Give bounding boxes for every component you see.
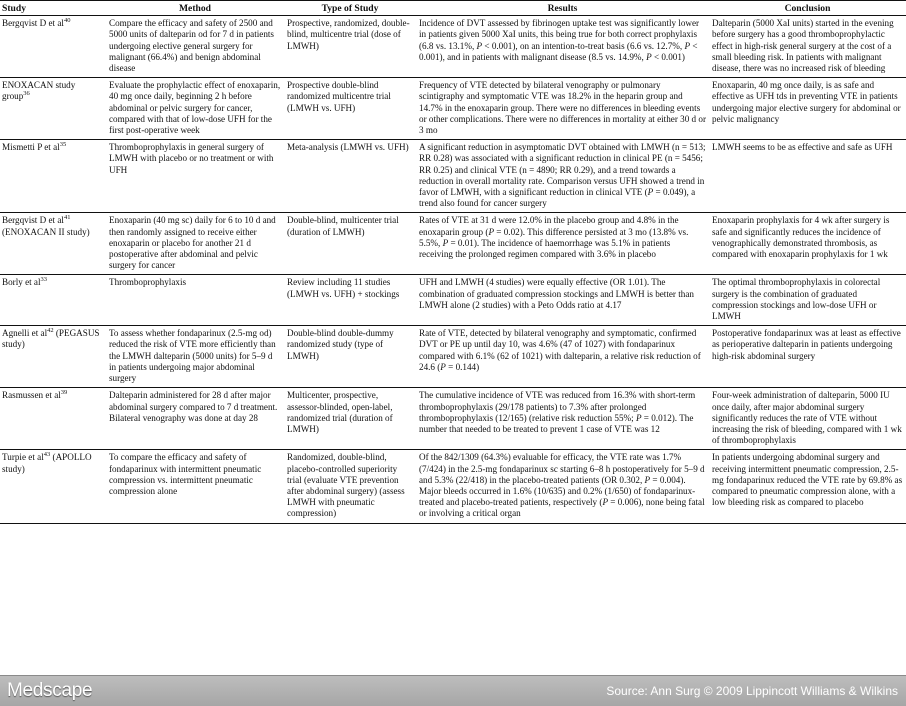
study-cell — [0, 78, 106, 140]
study-name: Rasmussen et al — [2, 390, 61, 401]
study-cell — [0, 450, 106, 523]
type-cell: Prospective, randomized, double-blind, multicentre trial (dose of LMWH) — [284, 16, 416, 78]
conclusion-cell: Enoxaparin prophylaxis for 4 wk after surgery is safe and significantly reduces the incidence of venographically demonstrated thrombosis, as compared with enoxaparin prophylaxis for 1 wk — [709, 213, 906, 275]
study-reference: 43 — [43, 451, 51, 459]
results-cell: Rates of VTE at 31 d were 12.0% in the placebo group and 4.8% in the enoxaparin group (P = 0.02). This difference persisted at 3 mo (13.8% vs. 5.5%, P = 0.01). The incidence of haemorrhage was 5.1% in patients receiving the prolonged regimen compared with 3.6% in placebo — [416, 213, 709, 275]
method-cell: To assess whether fondaparinux (2.5-mg od) reduced the risk of VTE more efficiently than the LMWH dalteparin (5000 units) for 5–9 d in patients undergoing major abdominal surgery — [106, 326, 284, 388]
conclusion-cell: Enoxaparin, 40 mg once daily, is as safe and effective as UFH tds in preventing VTE in patients undergoing major elective surgery for abdominal or pelvic malignancy — [709, 78, 906, 140]
study-cell — [0, 326, 106, 388]
method-cell: Compare the efficacy and safety of 2500 and 5000 units of dalteparin od for 7 d in patients undergoing elective general surgery for malignant (66.4%) and benign abdominal disease — [106, 16, 284, 78]
header-study: Study — [0, 1, 106, 16]
table-row — [0, 388, 906, 450]
header-method: Method — [106, 1, 284, 16]
study-cell — [0, 140, 106, 213]
table-row — [0, 450, 906, 523]
table-row — [0, 213, 906, 275]
study-name: Borly et al — [2, 277, 41, 288]
medscape-logo[interactable]: Medscape — [7, 680, 93, 701]
conclusion-cell: In patients undergoing abdominal surgery and receiving intermittent pneumatic compression, 2.5-mg fondaparinux reduced the VTE rate by 69.8% as compared to pneumatic compression alone, with a low bleeding risk as compared to placebo — [709, 450, 906, 523]
study-name: Bergqvist D et al — [2, 215, 64, 226]
results-cell: Incidence of DVT assessed by fibrinogen uptake test was significantly lower in patients given 5000 XaI units, this being true for both correct prophylaxis (6.8 vs. 13.1%, P < 0.001), on an intention-to-treat basis (6.6 vs. 12.7%, P < 0.001), and in patients with malignant disease (8.5 vs. 14.9%, P < 0.001) — [416, 16, 709, 78]
method-cell: Enoxaparin (40 mg sc) daily for 6 to 10 d and then randomly assigned to receive either enoxaparin or placebo for another 21 d postoperative after abdominal and pelvic surgery for cancer — [106, 213, 284, 275]
results-cell: UFH and LMWH (4 studies) were equally effective (OR 1.01). The combination of graduated compression stockings and LMWH is better than LMWH alone (2 studies) with a Peto Odds ratio at 4.17 — [416, 275, 709, 326]
results-cell: A significant reduction in asymptomatic DVT obtained with LMWH (n = 513; RR 0.28) was associated with a significant reduction in clinical PE (n = 5456; RR 0.25) and clinical VTE (n = 4890; RR 0.29), and a trend towards a reduction in overall mortality rate. Comparison versus UFH showed a trend in favor of LMWH, with a significant reduction in clinical VTE (P = 0.049), a trend also found for cancer surgery — [416, 140, 709, 213]
study-reference: 41 — [63, 214, 71, 222]
results-cell: Rate of VTE, detected by bilateral venography and symptomatic, confirmed DVT or PE up until day 10, was 4.6% (47 of 1027) with fondaparinux compared with 6.1% (62 of 1021) with dalteparin, a relative risk reduction of 24.6 (P = 0.144) — [416, 326, 709, 388]
study-cell — [0, 16, 106, 78]
type-cell: Meta-analysis (LMWH vs. UFH) — [284, 140, 416, 213]
study-alias: (PEGASUS study) — [2, 328, 100, 350]
conclusion-cell: Postoperative fondaparinux was at least as effective as perioperative dalteparin in patients undergoing high-risk abdominal surgery — [709, 326, 906, 388]
study-reference: 36 — [23, 90, 30, 98]
header-type: Type of Study — [284, 1, 416, 16]
conclusion-cell: Dalteparin (5000 XaI units) started in the evening before surgery has a good thromboprophylactic effect in high-risk general surgery at the cost of a small bleeding risk. In patients with malignant disease, there was no increased risk of bleeding — [709, 16, 906, 78]
study-reference: 33 — [40, 276, 48, 284]
study-name: Mismetti P et al — [2, 142, 60, 153]
method-cell: Evaluate the prophylactic effect of enoxaparin, 40 mg once daily, beginning 2 h before abdominal or pelvic surgery for cancer, compared with that of low-dose UFH for the first post-operative week — [106, 78, 284, 140]
results-cell: The cumulative incidence of VTE was reduced from 16.3% with short-term thromboprophylaxis (29/178 patients) to 7.3% after prolonged thromboprophylaxis (12/165) (relative risk reduction 55%; P = 0.012). The number that needed to be treated to prevent 1 case of VTE was 12 — [416, 388, 709, 450]
study-reference: 39 — [60, 389, 68, 397]
study-alias: (APOLLO study) — [2, 452, 92, 474]
type-cell: Randomized, double-blind, placebo-controlled superiority trial (evaluate VTE prevention after abdominal surgery) (assess LMWH with pneumatic compression) — [284, 450, 416, 523]
study-alias: (ENOXACAN II study) — [2, 226, 90, 237]
header-results: Results — [416, 1, 709, 16]
study-cell — [0, 388, 106, 450]
table-row — [0, 140, 906, 213]
results-cell: Frequency of VTE detected by bilateral venography or pulmonary scintigraphy and symptomatic VTE was 18.2% in the heparin group and 14.7% in the enoxaparin group. There were no differences in bleeding events or other complications. There were no differences in mortality at either 30 d or 3 mo — [416, 78, 709, 140]
type-cell: Prospective double-blind randomized multicentre trial (LMWH vs. UFH) — [284, 78, 416, 140]
study-name: Agnelli et al — [2, 328, 48, 339]
type-cell: Review including 11 studies (LMWH vs. UFH) + stockings — [284, 275, 416, 326]
type-cell: Multicenter, prospective, assessor-blinded, open-label, randomized trial (duration of LMWH) — [284, 388, 416, 450]
study-name: ENOXACAN study group — [2, 80, 76, 102]
footer-bar — [0, 675, 906, 706]
conclusion-cell: Four-week administration of dalteparin, 5000 IU once daily, after major abdominal surgery significantly reduces the rate of VTE without increasing the risk of bleeding, compared with 1 wk of thromboprophylaxis — [709, 388, 906, 450]
study-name: Bergqvist D et al — [2, 18, 64, 29]
conclusion-cell: LMWH seems to be as effective and safe as UFH — [709, 140, 906, 213]
study-cell — [0, 275, 106, 326]
header-conclusion: Conclusion — [709, 1, 906, 16]
results-cell: Of the 842/1309 (64.3%) evaluable for efficacy, the VTE rate was 1.7% (7/424) in the 2.5-mg fondaparinux sc starting 6–8 h postoperatively for 5–9 d and 5.3% (22/418) in the placebo-treated patients (OR 0.302, P = 0.004). Major bleeds occurred in 1.6% (10/635) and 0.2% (1/650) of fondaparinux-treated and placebo-treated patients, respectively (P = 0.006), none being fatal or involving a critical organ — [416, 450, 709, 523]
table-row — [0, 78, 906, 140]
conclusion-cell: The optimal thromboprophylaxis in colorectal surgery is the combination of graduated compression stockings and low-dose UFH or LMWH — [709, 275, 906, 326]
study-cell — [0, 213, 106, 275]
method-cell: Thromboprophylaxis — [106, 275, 284, 326]
type-cell: Double-blind double-dummy randomized study (type of LMWH) — [284, 326, 416, 388]
type-cell: Double-blind, multicenter trial (duration of LMWH) — [284, 213, 416, 275]
table-row — [0, 275, 906, 326]
method-cell: Thromboprophylaxis in general surgery of LMWH with placebo or no treatment or with UFH — [106, 140, 284, 213]
table-row — [0, 326, 906, 388]
source-credit: Source: Ann Surg © 2009 Lippincott Williams & Wilkins — [606, 684, 898, 698]
study-name: Turpie et al — [2, 452, 44, 463]
table-row — [0, 16, 906, 78]
study-reference: 35 — [59, 141, 67, 149]
study-reference: 40 — [63, 17, 71, 25]
study-reference: 42 — [47, 327, 54, 335]
table-header-row — [0, 1, 906, 16]
method-cell: To compare the efficacy and safety of fondaparinux with intermittent pneumatic compression vs. intermittent pneumatic compression alone — [106, 450, 284, 523]
method-cell: Dalteparin administered for 28 d after major abdominal surgery compared to 7 d treatment. Bilateral venography was done at day 28 — [106, 388, 284, 450]
